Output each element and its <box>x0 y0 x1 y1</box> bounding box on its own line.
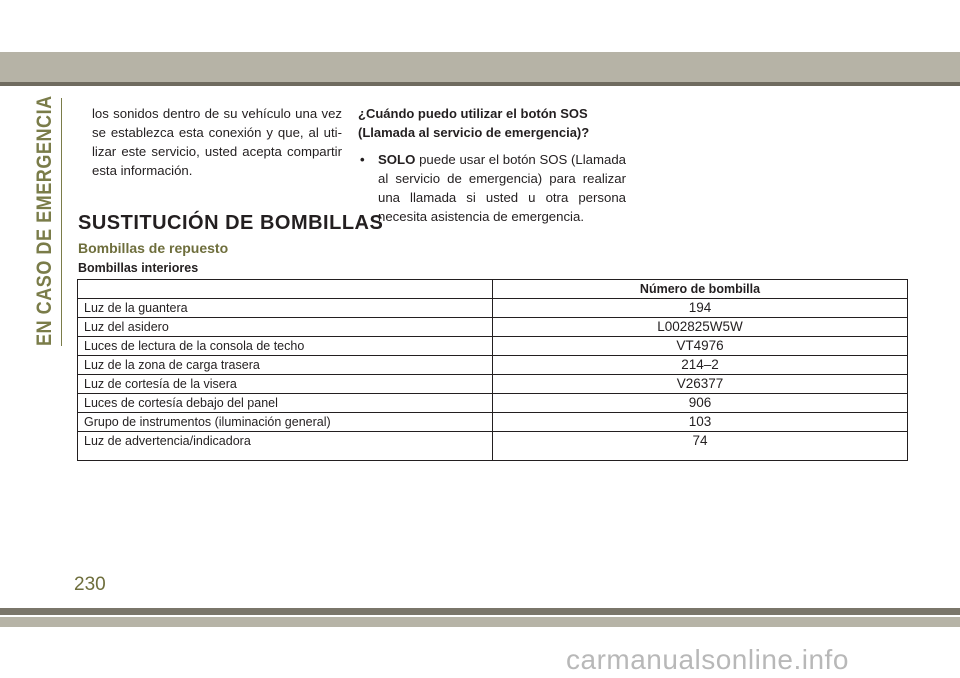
bottom-rule <box>0 608 960 615</box>
watermark-text: carmanualsonline.info <box>566 644 849 675</box>
top-header-band <box>0 52 960 82</box>
bulb-location-cell: Luz de cortesía de la visera <box>78 375 493 394</box>
table-row <box>78 356 908 375</box>
table-row <box>78 318 908 337</box>
bullet-strong-text: SOLO <box>378 152 416 167</box>
chapter-side-title: EN CASO DE EMERGENCIA <box>33 95 56 346</box>
subsection-title: Bombillas de repuesto <box>78 240 229 256</box>
bulb-location-cell: Luces de cortesía debajo del panel <box>78 394 493 413</box>
bulb-number-cell: 214–2 <box>493 356 908 375</box>
bulb-location-cell: Luz de la zona de carga trasera <box>78 356 493 375</box>
right-column <box>358 104 626 226</box>
bulb-number-cell: L002825W5W <box>493 318 908 337</box>
bulb-table-body <box>78 299 908 461</box>
section-title: SUSTITUCIÓN DE BOMBILLAS <box>78 212 384 234</box>
left-paragraph: los sonidos dentro de su vehículo una vez se establezca esta conexión y que, al uti-lizar este servicio, usted acepta compartir esta información. <box>92 106 342 178</box>
table-row <box>78 413 908 432</box>
sos-bullet-item <box>358 150 626 226</box>
chapter-side-rule <box>61 98 62 346</box>
bulb-table <box>77 279 908 461</box>
header-cell-number: Número de bombilla <box>493 280 908 299</box>
bulb-location-cell: Luces de lectura de la consola de techo <box>78 337 493 356</box>
left-column <box>92 104 342 180</box>
bulb-number-cell: VT4976 <box>493 337 908 356</box>
table-row <box>78 375 908 394</box>
table-row <box>78 299 908 318</box>
bulb-location-cell: Luz de la guantera <box>78 299 493 318</box>
table-row <box>78 337 908 356</box>
bulb-number-cell: 74 <box>493 432 908 461</box>
header-cell-name <box>78 280 493 299</box>
sos-question-heading: ¿Cuándo puedo utilizar el botón SOS (Llamada al servicio de emergencia)? <box>358 106 590 140</box>
bottom-band <box>0 617 960 627</box>
table-row <box>78 394 908 413</box>
bulb-location-cell: Luz del asidero <box>78 318 493 337</box>
page-number: 230 <box>74 574 106 595</box>
bulb-location-cell: Grupo de instrumentos (iluminación general) <box>78 413 493 432</box>
bulb-number-cell: 194 <box>493 299 908 318</box>
bulb-number-cell: 906 <box>493 394 908 413</box>
top-header-rule <box>0 82 960 86</box>
table-row <box>78 432 908 461</box>
table-caption: Bombillas interiores <box>78 261 199 275</box>
bulb-number-cell: 103 <box>493 413 908 432</box>
bullet-dot-icon: • <box>360 152 365 167</box>
bulb-location-cell: Luz de advertencia/indicadora <box>78 432 493 461</box>
bulb-number-cell: V26377 <box>493 375 908 394</box>
table-header-row <box>78 280 908 299</box>
bullet-body-text: puede usar el botón SOS (Llamada al servicio de emergencia) para realizar una llamada si usted u otra persona necesita asistencia de emergencia. <box>378 152 626 224</box>
